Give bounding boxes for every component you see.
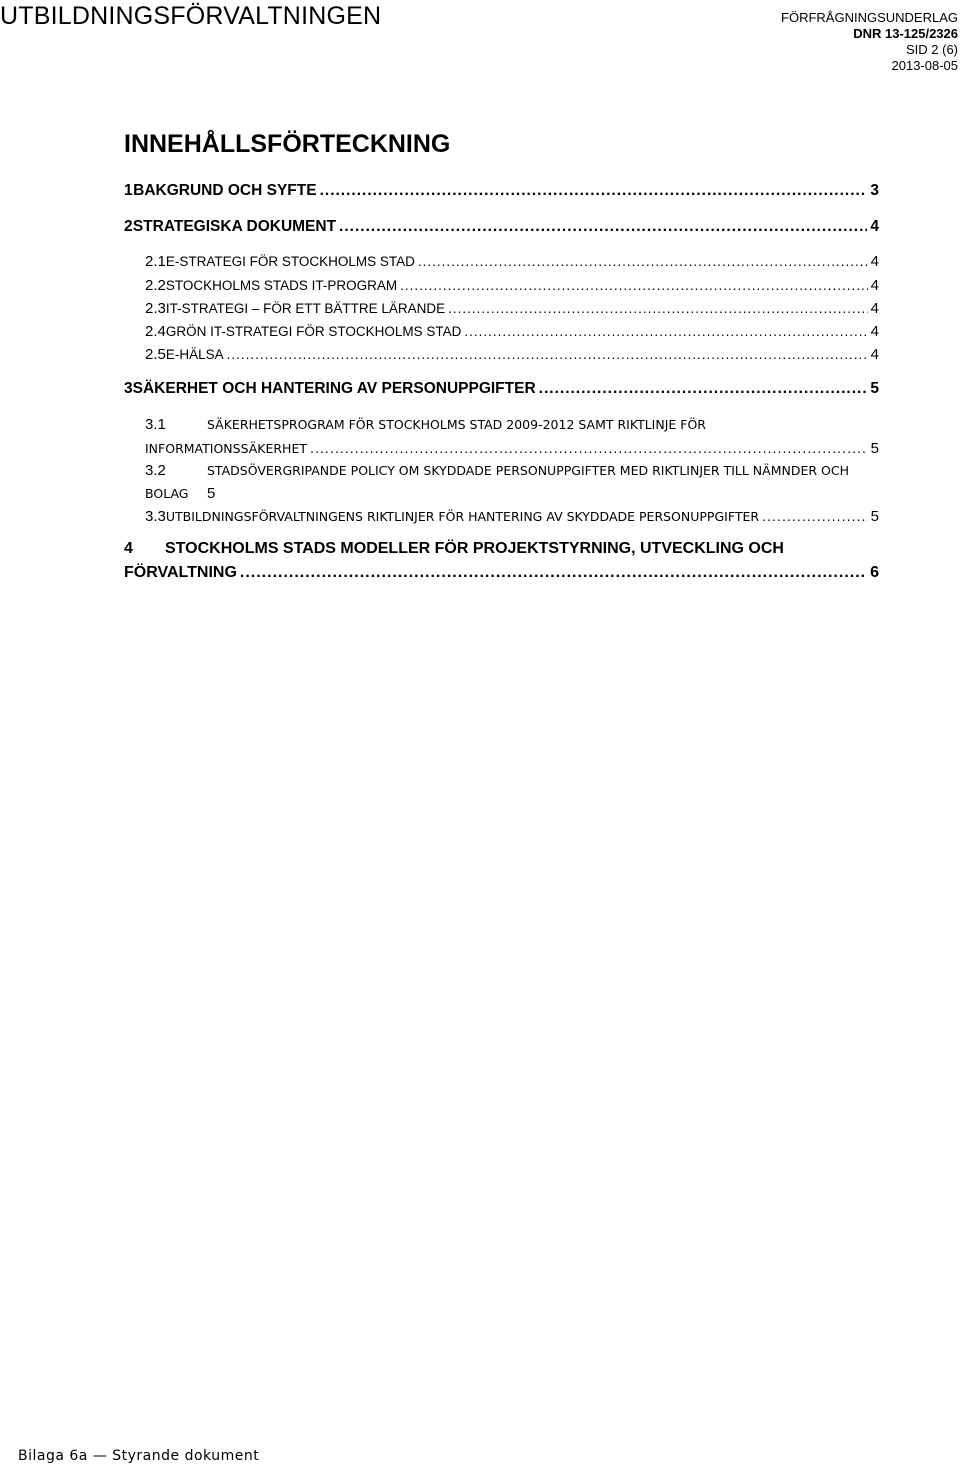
toc-entry-number: 2.1 [145,253,166,270]
toc-entry-text: IT-STRATEGI – FÖR ETT BÄTTRE LÄRANDE [165,301,446,316]
toc-leader [464,324,867,339]
toc-entry-number: 2 [124,218,133,235]
toc-entry-text: GRÖN IT-STRATEGI FÖR STOCKHOLMS STAD [165,324,462,339]
toc-entry-page: 5 [207,485,216,502]
toc-entry-number: 3 [124,380,133,397]
toc-entry-2-1[interactable] [145,253,879,270]
toc-entry-text: STOCKHOLMS STADS IT-PROGRAM [165,278,398,293]
toc-entry-2-2[interactable] [145,277,879,294]
toc-entry-number: 1 [124,182,133,199]
toc-leader [448,301,868,316]
toc-entry-3-2-continued[interactable] [145,485,879,502]
toc-leader [240,564,867,582]
toc-entry-number: 3.3 [145,508,166,525]
toc-leader [339,218,867,236]
toc-entry-number: 2.3 [145,300,166,317]
toc-entry-page: 4 [870,253,879,270]
toc-entry-number: 3.2 [145,462,166,479]
toc-entry-text-line2: FÖRVALTNING [124,564,237,581]
toc-leader [400,278,868,293]
toc-entry-text-line2: BOLAG [145,486,189,501]
toc-entry-page: 3 [870,182,879,199]
toc-entry-number: 4 [124,540,133,557]
toc-entry-3-1[interactable] [145,416,879,433]
organization-name: UTBILDNINGSFÖRVALTNINGEN [0,2,382,30]
toc-entry-number: 2.5 [145,346,166,363]
toc-entry-text: BAKGRUND OCH SYFTE [133,182,317,199]
page-number: SID 2 (6) [905,42,958,57]
document-meta [781,10,958,74]
toc-entry-2-4[interactable] [145,323,879,340]
document-dnr: DNR 13-125/2326 [853,26,958,41]
toc-entry-3[interactable] [124,380,879,398]
toc-entry-2-5[interactable] [145,346,879,363]
toc-entry-page: 6 [870,564,879,581]
toc-entry-text: STRATEGISKA DOKUMENT [132,218,337,235]
toc-entry-page: 4 [870,277,879,294]
toc-leader [539,380,868,398]
toc-entry-page: 5 [870,440,879,457]
toc-entry-text: E-HÄLSA [165,347,224,362]
footer-label: Bilaga 6a — Styrande dokument [18,1448,260,1464]
toc-entry-text-line1: SÄKERHETSPROGRAM FÖR STOCKHOLMS STAD 2009-2012 SAMT RIKTLINJE FÖR [207,417,706,432]
toc-entry-page: 4 [870,300,879,317]
toc-entry-3-3[interactable] [145,508,879,525]
toc-leader [762,509,868,524]
toc-entry-page: 5 [870,380,879,397]
toc-entry-text-line1: STOCKHOLMS STADS MODELLER FÖR PROJEKTSTYRNING, UTVECKLING OCH [165,540,784,557]
toc-entry-1[interactable] [124,182,879,200]
toc-entry-page: 4 [870,346,879,363]
toc-entry-text: E-STRATEGI FÖR STOCKHOLMS STAD [165,254,415,269]
toc-entry-number: 2.4 [145,323,166,340]
toc-entry-page: 4 [870,323,879,340]
toc-entry-number: 3.1 [145,416,166,433]
document-type: FÖRFRÅGNINGSUNDERLAG [781,10,958,25]
toc-entry-3-2[interactable] [145,462,879,479]
document-date: 2013-08-05 [891,58,958,73]
toc-entry-2[interactable] [124,218,879,236]
toc-entry-text: SÄKERHET OCH HANTERING AV PERSONUPPGIFTER [132,380,536,397]
toc-leader [227,347,868,362]
toc-leader [418,254,868,269]
toc-entry-page: 4 [870,218,879,235]
toc-entry-text-line1: STADSÖVERGRIPANDE POLICY OM SKYDDADE PERSONUPPGIFTER MED RIKTLINJER TILL NÄMNDER OCH [207,463,849,478]
toc-entry-page: 5 [870,508,879,525]
toc-leader [310,441,868,456]
toc-entry-4[interactable] [124,540,879,558]
toc-title: INNEHÅLLSFÖRTECKNING [124,130,451,158]
toc-entry-3-1-continued[interactable] [145,440,879,457]
toc-entry-number: 2.2 [145,277,166,294]
toc-leader [320,182,868,200]
toc-entry-text-line2: INFORMATIONSSÄKERHET [145,441,307,456]
toc-entry-2-3[interactable] [145,300,879,317]
toc-entry-text: UTBILDNINGSFÖRVALTNINGENS RIKTLINJER FÖR HANTERING AV SKYDDADE PERSONUPPGIFTER [165,509,760,524]
toc-entry-4-continued[interactable] [124,564,879,582]
